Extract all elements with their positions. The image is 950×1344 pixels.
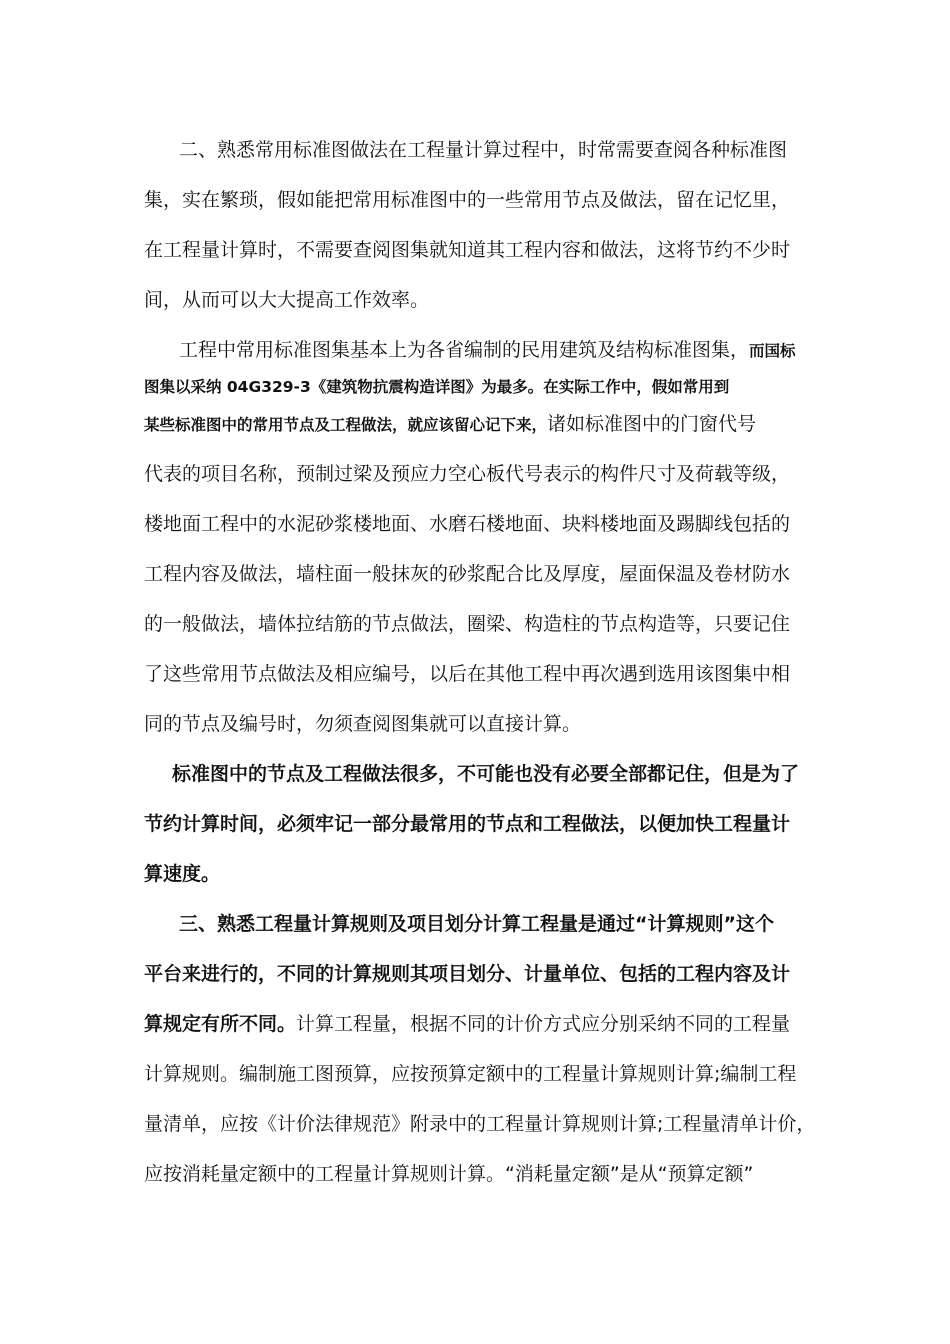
paragraph-2-line-1-text: 工程中常用标准图集基本上为各省编制的民用建筑及结构标准图集， (179, 339, 750, 361)
paragraph-3-line-1: 标准图中的节点及工程做法很多，不可能也没有必要全部都记住，但是为了 (172, 763, 800, 785)
paragraph-1-line-3: 在工程量计算时，不需要查阅图集就知道其工程内容和做法，这将节约不少时 (144, 239, 791, 261)
paragraph-4-line-3-text: 计算工程量，根据不同的计价方式应分别采纳不同的工程量 (296, 1013, 791, 1035)
paragraph-4-line-3-bold: 算规定有所不同。 (144, 1013, 297, 1035)
paragraph-2-line-6: 工程内容及做法，墙柱面一般抹灰的砂浆配合比及厚度，屋面保温及卷材防水 (144, 563, 791, 585)
paragraph-4-line-4: 计算规则。编制施工图预算，应按预算定额中的工程量计算规则计算;编制工程 (144, 1063, 797, 1085)
paragraph-2-line-4: 代表的项目名称，预制过梁及预应力空心板代号表示的构件尺寸及荷载等级， (144, 463, 791, 485)
paragraph-2-line-8: 了这些常用节点做法及相应编号，以后在其他工程中再次遇到选用该图集中相 (144, 663, 791, 685)
paragraph-4-line-3 (144, 1012, 790, 1036)
paragraph-4-line-1: 三、熟悉工程量计算规则及项目划分计算工程量是通过“计算规则”这个 (179, 913, 774, 935)
paragraph-2-line-2: 图集以采纳 04G329-3《建筑物抗震构造详图》为最多。在实际工作中，假如常用到 (144, 378, 730, 396)
paragraph-2-line-1-tail: 而国标 (749, 342, 796, 360)
paragraph-2-line-3 (144, 412, 756, 437)
paragraph-2-line-9: 同的节点及编号时，勿须查阅图集就可以直接计算。 (144, 713, 582, 735)
paragraph-1-line-4: 间，从而可以大大提高工作效率。 (144, 289, 430, 311)
paragraph-1-line-2: 集，实在繁琐，假如能把常用标准图中的一些常用节点及做法，留在记忆里， (144, 189, 791, 211)
paragraph-2-line-5: 楼地面工程中的水泥砂浆楼地面、水磨石楼地面、块料楼地面及踢脚线包括的 (144, 513, 791, 535)
paragraph-4-line-2: 平台来进行的，不同的计算规则其项目划分、计量单位、包括的工程内容及计 (144, 963, 791, 985)
paragraph-1-line-1: 二、熟悉常用标准图做法在工程量计算过程中，时常需要查阅各种标准图 (179, 139, 788, 161)
paragraph-3-line-3: 算速度。 (144, 863, 221, 885)
paragraph-2-line-7: 的一般做法，墙体拉结筋的节点做法，圈梁、构造柱的节点构造等，只要记住 (144, 613, 791, 635)
paragraph-2-line-3-head: 某些标准图中的常用节点及工程做法，就应该留心记下来， (144, 416, 548, 434)
paragraph-3-line-2: 节约计算时间，必须牢记一部分最常用的节点和工程做法，以便加快工程量计 (144, 813, 791, 835)
paragraph-2-line-3-text: 诸如标准图中的门窗代号 (547, 413, 757, 435)
paragraph-4-line-5: 量清单，应按《计价法律规范》附录中的工程量计算规则计算;工程量清单计价， (144, 1113, 816, 1135)
paragraph-4-line-6: 应按消耗量定额中的工程量计算规则计算。“消耗量定额”是从“预算定额” (144, 1163, 754, 1185)
paragraph-2-line-1 (179, 338, 796, 363)
